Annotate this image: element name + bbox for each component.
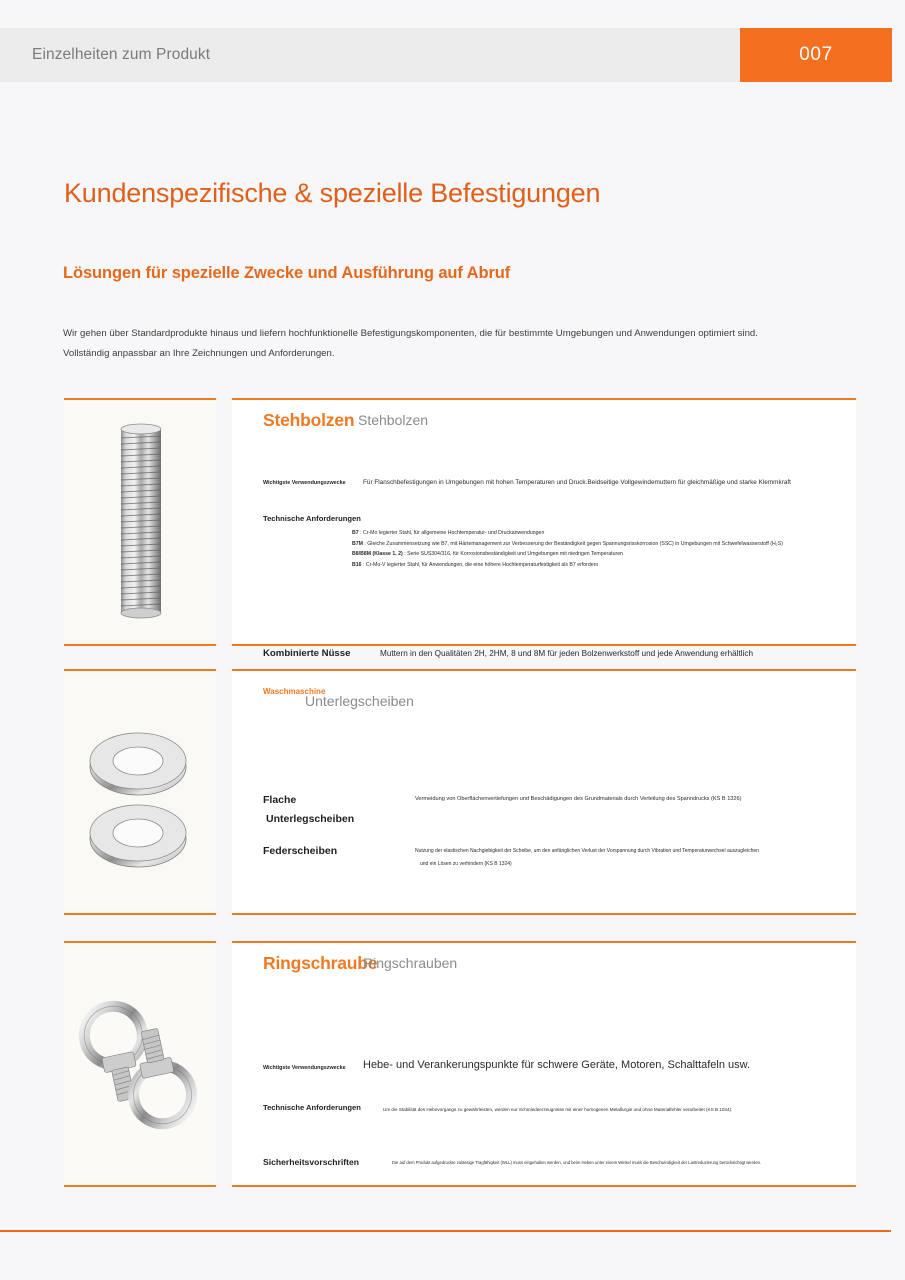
main-heading: Kundenspezifische & spezielle Befestigungen: [64, 178, 601, 208]
stud-bolt-illustration: [64, 400, 216, 644]
stehbolzen-details: [232, 398, 856, 659]
spec-list: [352, 528, 783, 571]
footer-divider: [0, 1230, 891, 1232]
intro-paragraph: [63, 324, 843, 363]
spec-code: B7M: [352, 540, 363, 547]
flat-washers-photo: [64, 669, 216, 915]
row-value-2: und ein Lösen zu verhindern (KS B 1324): [420, 861, 512, 867]
row-label: Technische Anforderungen: [263, 514, 361, 523]
spec-text: : Gleiche Zusammensetzung wie B7, mit Härtemanagement zur Verbesserung der Beständigkeit gegen Spannungsrisskorrosion (SSC) in Umgebungen mit Schwefelwasserstoff (H₂S): [362, 540, 783, 547]
page-number: 007: [799, 44, 833, 65]
washers-illustration: [64, 671, 216, 913]
stehbolzen-heading: [232, 400, 856, 444]
spec-item: [352, 560, 783, 571]
spec-item: [352, 539, 783, 550]
row-value: Die auf dem Produkt aufgedruckte zulässige Tragfähigkeit (WLL) muss eingehalten werden, und beim Heben unter einem Winkel muss die Beschwindigkeit der Lastreduzierung berücksichtigt werden.: [392, 1160, 762, 1165]
row-label: Federscheiben: [263, 845, 338, 857]
intro-line-1: Wir gehen über Standardprodukte hinaus und liefern hochfunktionelle Befestigungskomponenten, die für bestimmte Umgebungen und Anwendungen optimiert sind.: [63, 328, 758, 339]
product-name-secondary: Ringschrauben: [363, 955, 458, 971]
row-value: Für Flanschbefestigungen in Umgebungen mit hohen Temperaturen und Druck.Beidseitige Vollgewindemuttern für gleichmäßige und starke Klemmkraft: [363, 479, 791, 486]
spec-code: B16: [352, 561, 362, 568]
eye-bolts-photo: [64, 941, 216, 1187]
spec-code: B7: [352, 530, 359, 536]
row-label: Wichtigste Verwendungszwecke: [263, 1065, 346, 1071]
row-value: Vermeidung von Oberflächenvertiefungen und Beschädigungen des Grundmaterials durch Verteilung des Spanndrucks (KS B 1326): [415, 796, 742, 802]
product-name-accent: Waschmaschine: [263, 687, 326, 696]
intro-line-2: Vollständig anpassbar an Ihre Zeichnungen und Anforderungen.: [63, 347, 335, 359]
page-title: Einzelheiten zum Produkt: [32, 46, 211, 63]
spec-item: [352, 528, 783, 539]
stud-bolt-photo: [64, 398, 216, 646]
product-name-accent: Ringschraube: [263, 953, 378, 973]
spec-code: B8/B8M (Klasse 1, 2): [352, 551, 403, 558]
product-name-accent: Stehbolzen: [263, 410, 355, 430]
unterlegscheiben-heading: [232, 671, 856, 715]
sub-heading: Lösungen für spezielle Zwecke und Ausführung auf Abruf: [63, 264, 511, 282]
washer-lower: [90, 805, 186, 867]
row-value: Nutzung der elastischen Nachgiebigkeit der Scheibe, um den anfänglichen Verlust der Vorspannung durch Vibration und Temperaturwechsel auszugleichen: [415, 848, 759, 854]
eye-bolts-illustration: [64, 943, 216, 1185]
row-label: Kombinierte Nüsse: [263, 648, 351, 659]
ringschraube-details: [232, 941, 856, 1187]
spec-item: [352, 549, 783, 560]
washer-upper: [90, 733, 186, 795]
spec-text: : Cr-Mo legierter Stahl, für allgemeine Hochtemperatur- und Druckanwendungen: [358, 530, 545, 536]
row-value: Hebe- und Verankerungspunkte für schwere Geräte, Motoren, Schalttafeln usw.: [363, 1059, 751, 1071]
spec-text: : Serie SUS304/316, für Korrosionsbeständigkeit und Umgebungen mit niedrigen Temperaturen: [402, 551, 623, 558]
row-label: Flache: [263, 794, 297, 806]
product-name-secondary: Stehbolzen: [358, 412, 429, 428]
row-value: Muttern in den Qualitäten 2H, 2HM, 8 und 8M für jeden Bolzenwerkstoff und jede Anwendung erhältlich: [380, 649, 754, 658]
row-label: Technische Anforderungen: [263, 1103, 361, 1112]
product-name-secondary: Unterlegscheiben: [305, 693, 414, 709]
unterlegscheiben-details: [232, 669, 856, 915]
row-value: Um die Stabilität des Hebevorgangs zu gewährleisten, werden nur Schmiedeerzeugnisse mit einer homogenen Metallurgie und ohne Materialfehler verarbeitet (KS B 1034).: [383, 1107, 733, 1112]
row-label: Wichtigste Verwendungszwecke: [263, 480, 346, 486]
row-label-2: Unterlegscheiben: [266, 813, 355, 825]
spec-text: : Cr-Mo-V legierter Stahl, für Anwendungen, die eine höhere Hochtemperaturfestigkeit als B7 erfordern: [361, 561, 599, 568]
page-number-badge: [740, 28, 892, 82]
ringschraube-heading: [232, 943, 856, 987]
row-label: Sicherheitsvorschriften: [263, 1157, 359, 1167]
